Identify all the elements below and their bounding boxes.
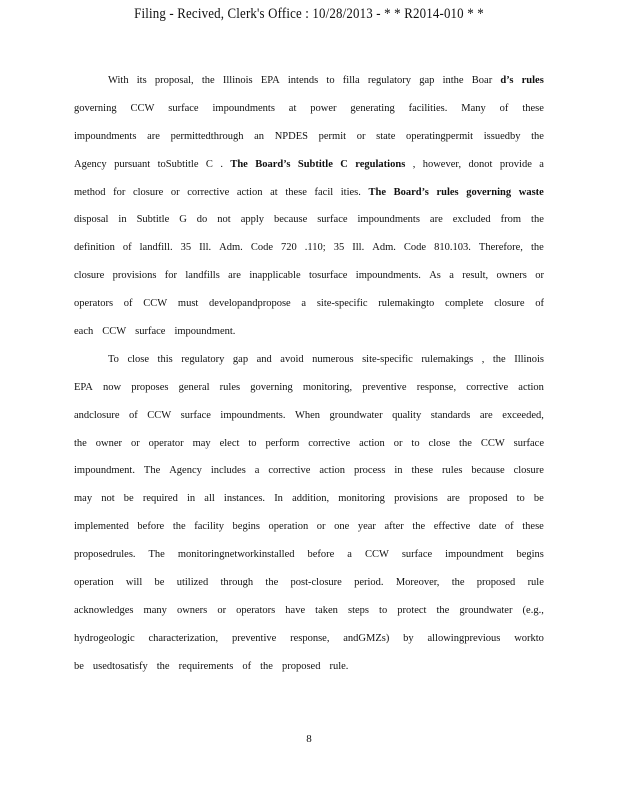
word: apply: [240, 214, 265, 226]
word: operator: [148, 437, 184, 449]
word: groundwater: [459, 604, 513, 616]
word: CCW: [130, 102, 155, 114]
word: do: [196, 214, 208, 226]
word: Adm.: [219, 242, 243, 254]
word: d’s: [500, 75, 514, 86]
word: owners: [496, 270, 527, 282]
word: operation: [74, 577, 114, 589]
word: toSubtitle: [157, 158, 199, 170]
paragraph-1-line: [74, 290, 544, 318]
word: governing: [250, 381, 293, 393]
word: to: [516, 493, 525, 505]
word: Code: [403, 242, 427, 254]
word: be: [74, 660, 84, 672]
word: Subtitle: [136, 214, 170, 226]
word: by: [403, 632, 414, 644]
word: intends: [287, 75, 319, 86]
word: may: [192, 437, 211, 449]
word: gap: [419, 75, 435, 86]
word: operators: [236, 604, 276, 616]
word: many: [143, 604, 167, 616]
word: requirements: [178, 660, 234, 672]
word: taken: [315, 604, 338, 616]
word: method: [74, 186, 106, 198]
word: be: [533, 493, 544, 505]
word: C: [340, 158, 348, 170]
word: now: [102, 381, 122, 393]
word: power: [310, 102, 337, 114]
word: Illinois: [222, 75, 253, 86]
word: an: [254, 130, 265, 142]
word: regulatory: [181, 353, 225, 365]
word: inthe: [442, 75, 464, 86]
word: general: [178, 381, 210, 393]
word: for: [164, 270, 178, 282]
word: must: [177, 298, 199, 310]
word: the: [265, 577, 279, 589]
word: governing: [466, 186, 512, 198]
word: the: [412, 521, 426, 533]
word: be: [123, 493, 134, 505]
word: impoundment: [445, 549, 504, 561]
word: not: [217, 214, 231, 226]
word: proposes: [131, 381, 169, 393]
word: gap: [232, 353, 249, 365]
word: With: [108, 75, 129, 86]
word: of: [123, 298, 133, 310]
word: Ill.: [352, 242, 365, 254]
word: Many: [461, 102, 486, 114]
word: of: [535, 298, 544, 310]
word: however,: [422, 158, 462, 170]
word: CCW: [480, 437, 505, 449]
word: these: [285, 186, 307, 198]
word: state: [376, 130, 396, 142]
word: In: [274, 493, 283, 505]
word: period.: [354, 577, 384, 589]
word: year: [357, 521, 376, 533]
word: facility: [194, 521, 224, 533]
word: or: [170, 186, 180, 198]
word: site-specific: [362, 353, 413, 365]
word: Therefore,: [478, 242, 523, 254]
word: developandpropose: [209, 298, 291, 310]
word: implemented: [74, 521, 129, 533]
word: to: [411, 437, 420, 449]
word: impoundments: [357, 214, 420, 226]
word: quality: [392, 409, 422, 421]
word: the: [172, 521, 186, 533]
word: may: [74, 493, 93, 505]
paragraph-1-line: [74, 123, 544, 151]
word: The: [143, 465, 161, 477]
word: each: [74, 326, 94, 338]
word: CCW: [102, 326, 127, 338]
word: ,: [481, 353, 485, 365]
word: 810.103.: [434, 242, 471, 254]
paragraph-2-line: [74, 374, 544, 402]
word: because: [471, 465, 505, 477]
word: preventive: [231, 632, 277, 644]
word: to: [248, 437, 257, 449]
word: action: [236, 186, 263, 198]
word: impoundments.: [220, 409, 286, 421]
word: .110;: [304, 242, 326, 254]
word: CCW: [364, 549, 389, 561]
word: ities.: [340, 186, 361, 198]
word: Code: [250, 242, 273, 254]
word: CCW: [143, 298, 168, 310]
paragraph-2-line: [74, 402, 544, 430]
word: As: [429, 270, 441, 282]
word: surface: [180, 409, 211, 421]
word: impoundments.: [355, 270, 421, 282]
word: begins: [232, 521, 260, 533]
paragraph-1-line: [74, 95, 544, 123]
word: monitoring: [338, 493, 385, 505]
word: in: [394, 465, 403, 477]
word: rules: [442, 465, 463, 477]
word: to: [379, 604, 388, 616]
word: generating: [350, 102, 395, 114]
word: CCW: [147, 409, 172, 421]
word: perform: [265, 437, 300, 449]
word: the: [74, 437, 87, 449]
word: the: [531, 130, 544, 142]
word: surface: [317, 214, 348, 226]
word: not: [101, 493, 115, 505]
word: corrective: [187, 186, 230, 198]
word: proposed: [281, 660, 321, 672]
word: date: [478, 521, 497, 533]
word: includes: [210, 465, 246, 477]
word: permittedthrough: [170, 130, 244, 142]
word: these: [522, 521, 544, 533]
word: the: [436, 604, 450, 616]
word: the: [459, 437, 472, 449]
paragraph-2-line: [74, 541, 544, 569]
word: Board’s: [255, 158, 291, 170]
word: surface: [513, 437, 544, 449]
word: a: [449, 270, 454, 282]
word: or: [393, 437, 403, 449]
paragraph-2-line: [74, 457, 544, 485]
word: Agency: [74, 158, 107, 170]
word: or: [217, 604, 227, 616]
word: its: [136, 75, 147, 86]
word: proposal,: [154, 75, 194, 86]
word: rules: [219, 381, 241, 393]
word: proposed: [468, 493, 508, 505]
word: hydrogeologic: [74, 632, 135, 644]
word: or: [356, 130, 366, 142]
word: impoundment.: [74, 465, 135, 477]
word: through: [220, 577, 254, 589]
word: action: [518, 381, 544, 393]
word: operation: [268, 521, 309, 533]
word: action: [359, 437, 385, 449]
word: owners: [176, 604, 208, 616]
word: groundwater: [329, 409, 383, 421]
word: impoundments: [74, 130, 137, 142]
word: utilized: [176, 577, 209, 589]
word: rule: [527, 577, 544, 589]
word: provisions: [394, 493, 438, 505]
word: impoundment.: [174, 326, 236, 338]
paragraph-1-line: [74, 151, 544, 179]
document-body: [74, 67, 544, 681]
word: characterization,: [148, 632, 219, 644]
word: disposal: [74, 214, 109, 226]
word: Ill.: [199, 242, 212, 254]
word: landfills: [185, 270, 220, 282]
word: rules: [436, 186, 459, 198]
word: EPA: [74, 381, 93, 393]
word: facilities.: [408, 102, 448, 114]
word: the: [531, 214, 544, 226]
word: proposed: [476, 577, 516, 589]
word: begins: [516, 549, 544, 561]
paragraph-2-line: [74, 485, 544, 513]
word: donot: [468, 158, 493, 170]
word: .: [220, 158, 223, 170]
word: of: [499, 102, 509, 114]
word: governing: [74, 102, 117, 114]
word: andclosure: [74, 409, 120, 421]
word: EPA: [260, 75, 280, 86]
word: closure: [494, 298, 525, 310]
word: are: [147, 130, 160, 142]
word: 720: [281, 242, 297, 254]
word: NPDES: [274, 130, 308, 142]
word: landfill.: [139, 242, 173, 254]
word: rulemakings: [421, 353, 474, 365]
word: surface: [401, 549, 433, 561]
word: post-closure: [290, 577, 342, 589]
word: are: [228, 270, 241, 282]
word: andGMZs): [343, 632, 390, 644]
paragraph-2-line: [74, 346, 544, 374]
word: rulemakingto: [378, 298, 435, 310]
word: rules: [521, 75, 544, 86]
word: 35: [333, 242, 345, 254]
word: a: [539, 158, 544, 170]
word: C: [205, 158, 213, 170]
word: 35: [180, 242, 192, 254]
word: operatingpermit: [406, 130, 474, 142]
word: a: [301, 298, 307, 310]
word: monitoringnetworkinstalled: [177, 549, 295, 561]
paragraph-1-line: [74, 234, 544, 262]
word: exceeded,: [502, 409, 544, 421]
word: surface: [168, 102, 199, 114]
word: result,: [462, 270, 489, 282]
paragraph-1-line: [74, 318, 544, 346]
word: closure: [513, 465, 544, 477]
word: this: [157, 353, 173, 365]
filing-header: Filing - Recived, Clerk's Office : 10/28/2013 - * * R2014-010 * *: [134, 6, 484, 22]
paragraph-2-line: [74, 430, 544, 458]
word: When: [294, 409, 321, 421]
paragraph-1-line: [74, 206, 544, 234]
paragraph-1-line: [74, 67, 544, 95]
word: these: [411, 465, 434, 477]
word: monitoring,: [302, 381, 353, 393]
word: regulatory: [367, 75, 412, 86]
word: The: [230, 158, 248, 170]
word: one: [334, 521, 350, 533]
word: or: [316, 521, 326, 533]
word: the: [530, 242, 544, 254]
word: provisions: [112, 270, 157, 282]
word: are: [479, 409, 493, 421]
word: the: [451, 577, 465, 589]
word: Boar: [471, 75, 493, 86]
word: in: [186, 493, 196, 505]
word: excluded: [452, 214, 491, 226]
paragraph-2-line: [74, 513, 544, 541]
word: (e.g.,: [522, 604, 544, 616]
word: and: [256, 353, 272, 365]
word: instances.: [223, 493, 266, 505]
word: in: [118, 214, 127, 226]
word: of: [242, 660, 252, 672]
word: usedtosatisfy: [92, 660, 148, 672]
word: at: [270, 186, 278, 198]
word: ,: [412, 158, 416, 170]
word: operators: [74, 298, 114, 310]
word: the: [201, 75, 215, 86]
word: to: [326, 75, 335, 86]
word: preventive: [362, 381, 407, 393]
paragraph-2-line: [74, 597, 544, 625]
word: filla: [342, 75, 360, 86]
word: Illinois: [514, 353, 544, 365]
word: before: [307, 549, 335, 561]
word: inapplicable: [249, 270, 301, 282]
word: the: [156, 660, 170, 672]
word: pursuant: [114, 158, 151, 170]
word: numerous: [312, 353, 354, 365]
paragraph-1-line: [74, 179, 544, 207]
word: of: [504, 521, 514, 533]
word: after: [384, 521, 404, 533]
word: a: [254, 465, 260, 477]
word: the: [492, 353, 506, 365]
word: acknowledges: [74, 604, 134, 616]
word: closure: [132, 186, 164, 198]
word: or: [130, 437, 140, 449]
word: addition,: [292, 493, 330, 505]
word: all: [204, 493, 215, 505]
word: rule.: [329, 660, 349, 672]
word: will: [125, 577, 143, 589]
word: surface: [135, 326, 166, 338]
word: Agency: [169, 465, 202, 477]
word: tosurface: [308, 270, 348, 282]
word: of: [128, 409, 138, 421]
word: standards: [430, 409, 471, 421]
word: Board’s: [393, 186, 429, 198]
word: be: [154, 577, 165, 589]
word: the: [260, 660, 273, 672]
word: owner: [95, 437, 123, 449]
word: allowingprevious: [427, 632, 501, 644]
word: response,: [416, 381, 457, 393]
word: these: [522, 102, 544, 114]
word: workto: [514, 632, 544, 644]
word: steps: [347, 604, 369, 616]
word: permit: [318, 130, 347, 142]
word: corrective: [308, 437, 351, 449]
word: response,: [290, 632, 330, 644]
word: The: [368, 186, 387, 198]
word: Adm.: [372, 242, 396, 254]
word: definition: [74, 242, 115, 254]
word: action: [319, 465, 345, 477]
word: are: [429, 214, 443, 226]
page-number: 8: [306, 733, 312, 745]
word: G: [179, 214, 187, 226]
word: site-specific: [316, 298, 368, 310]
word: have: [285, 604, 306, 616]
word: of: [122, 242, 132, 254]
word: effective: [433, 521, 471, 533]
word: because: [274, 214, 308, 226]
word: issuedby: [483, 130, 521, 142]
word: regulations: [355, 158, 406, 170]
word: process: [353, 465, 386, 477]
word: corrective: [466, 381, 509, 393]
word: close: [127, 353, 150, 365]
word: from: [500, 214, 522, 226]
word: facil: [314, 186, 334, 198]
word: proposedrules.: [74, 549, 136, 561]
word: for: [113, 186, 126, 198]
word: are: [446, 493, 460, 505]
word: The: [148, 549, 165, 561]
word: before: [137, 521, 165, 533]
paragraph-2-line: [74, 569, 544, 597]
word: provide: [499, 158, 532, 170]
word: impoundments: [212, 102, 275, 114]
word: or: [535, 270, 544, 282]
word: Moreover,: [395, 577, 440, 589]
word: required: [142, 493, 178, 505]
word: closure: [74, 270, 105, 282]
word: elect: [219, 437, 240, 449]
word: at: [288, 102, 297, 114]
word: complete: [444, 298, 484, 310]
word: close: [428, 437, 451, 449]
word: protect: [397, 604, 427, 616]
word: To: [108, 353, 119, 365]
paragraph-2-line: [74, 625, 544, 653]
word: waste: [518, 186, 544, 198]
word: avoid: [280, 353, 304, 365]
word: a: [347, 549, 352, 561]
word: Subtitle: [297, 158, 333, 170]
paragraph-2-line: [74, 653, 544, 681]
paragraph-1-line: [74, 262, 544, 290]
word: corrective: [268, 465, 311, 477]
